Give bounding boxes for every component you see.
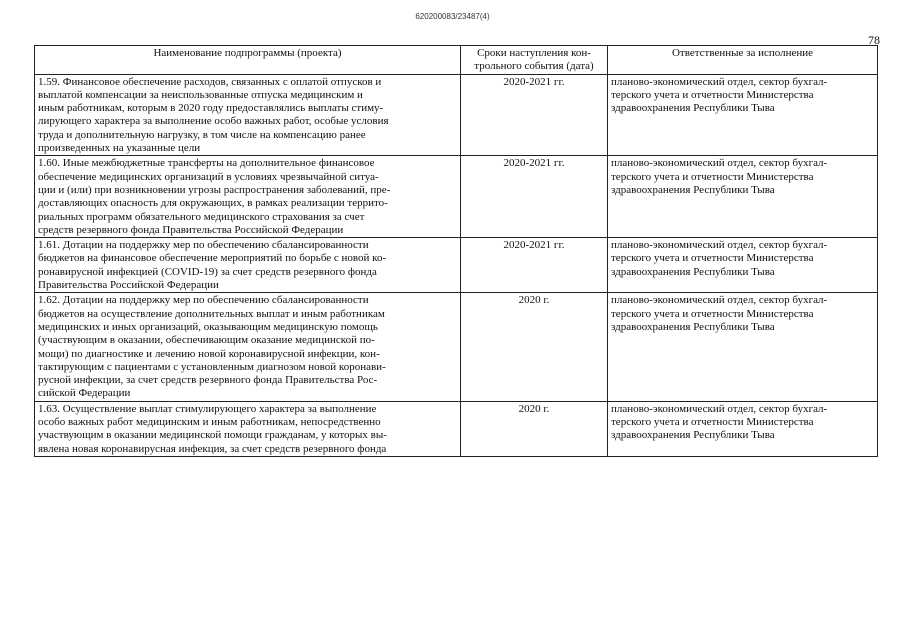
responsible-line: терского учета и отчетности Министерства [611,307,814,320]
responsible-line: терского учета и отчетности Министерства [611,252,814,265]
subprogram-name-line: средств резервного фонда Правительства Российской Федерации [38,223,344,236]
table-row [35,156,878,238]
table-row [35,293,878,401]
responsible-line: здравоохранения Республики Тыва [611,265,775,278]
deadline-cell: 2020 г. [461,293,608,401]
subprogram-name-line: лирующего характера за выполнение особо важных работ, особые условия [38,115,389,128]
subprogram-name-line: произведенных на указанные цели [38,142,201,155]
column-header-line: Наименование подпрограммы (проекта) [153,47,342,59]
responsible-line: планово-экономический отдел, сектор бухгал- [611,157,828,170]
responsible-line: здравоохранения Республики Тыва [611,102,775,115]
responsible-cell [608,238,878,293]
subprogram-name-line: 1.63. Осуществление выплат стимулирующего характера за выполнение [38,402,377,415]
subprogram-name-line: мощи) по диагностике и лечению новой коронавирусной инфекции, кон- [38,347,380,360]
responsible-line: здравоохранения Республики Тыва [611,429,775,442]
subprogram-name-line: бюджетов на финансовое обеспечение мероприятий по борьбе с новой ко- [38,252,387,265]
subprogram-name-line: 1.59. Финансовое обеспечение расходов, связанных с оплатой отпусков и [38,75,382,88]
table-header-row [35,46,878,75]
table-row [35,238,878,293]
page-number: 78 [868,33,880,47]
subprogram-name-line: (участвующим в оказании, обеспечивающим оказание медицинской по- [38,334,375,347]
responsible-line: здравоохранения Республики Тыва [611,320,775,333]
responsible-cell [608,293,878,401]
subprogram-name-line: риальных программ обязательного медицинского страхования за счет [38,210,365,223]
subprogram-table [34,45,878,457]
column-header-deadline [461,46,608,75]
subprogram-name-line: Правительства Российской Федерации [38,279,219,292]
subprogram-name-line: явлена новая коронавирусная инфекция, за счет средств резервного фонда [38,442,387,455]
table-row [35,74,878,156]
subprogram-name-line: русной инфекции, за счет средств резервного фонда Правительства Рос- [38,374,378,387]
subprogram-name-cell [35,293,461,401]
subprogram-name-line: 1.62. Дотации на поддержку мер по обеспечению сбалансированности [38,294,369,307]
subprogram-name-cell [35,156,461,238]
document-code: 620200083/23487(4) [415,12,490,21]
subprogram-name-line: медицинских и иных организаций, оказывающим медицинскую помощь [38,320,378,333]
responsible-cell [608,74,878,156]
subprogram-name-line: доставляющих опасность для окружающих, в рамках реализации террито- [38,197,388,210]
responsible-line: планово-экономический отдел, сектор бухгал- [611,294,828,307]
subprogram-name-line: особо важных работ медицинским и иным работникам, непосредственно [38,416,381,429]
subprogram-name-line: ции и (или) при возникновении угрозы распространения заболеваний, пре- [38,183,391,196]
deadline-cell: 2020-2021 гг. [461,238,608,293]
subprogram-name-line: сийской Федерации [38,387,131,400]
subprogram-name-line: 1.60. Иные межбюджетные трансферты на дополнительное финансовое [38,157,375,170]
subprogram-name-line: 1.61. Дотации на поддержку мер по обеспечению сбалансированности [38,239,369,252]
subprogram-name-line: иным работникам, которым в 2020 году предоставлялись выплаты стиму- [38,102,384,115]
responsible-line: терского учета и отчетности Министерства [611,170,814,183]
responsible-line: планово-экономический отдел, сектор бухгал- [611,75,828,88]
subprogram-name-line: труда и дополнительную нагрузку, в том числе на компенсацию ранее [38,128,366,141]
deadline-cell: 2020-2021 гг. [461,74,608,156]
responsible-line: планово-экономический отдел, сектор бухгал- [611,239,828,252]
subprogram-name-line: бюджетов на осуществление дополнительных выплат и иным работникам [38,307,385,320]
responsible-cell [608,156,878,238]
subprogram-name-line: обеспечение медицинских организаций в условиях чрезвычайной ситуа- [38,170,379,183]
responsible-cell [608,401,878,456]
responsible-line: здравоохранения Республики Тыва [611,183,775,196]
responsible-line: терского учета и отчетности Министерства [611,416,814,429]
column-header-responsible [608,46,878,75]
subprogram-name-cell [35,238,461,293]
subprogram-name-line: тактирующим с пациентами с установленным диагнозом новой коронави- [38,360,386,373]
deadline-cell: 2020 г. [461,401,608,456]
column-header-line: Сроки наступления кон- [477,47,591,59]
table-row [35,401,878,456]
column-header-line: Ответственные за исполнение [671,47,814,59]
column-header-name [35,46,461,75]
responsible-line: терского учета и отчетности Министерства [611,88,814,101]
subprogram-name-line: выплатой компенсации за неиспользованные отпуска медицинским и [38,88,363,101]
deadline-cell: 2020-2021 гг. [461,156,608,238]
subprogram-name-line: участвующим в оказании медицинской помощи гражданам, у которых вы- [38,429,387,442]
responsible-line: планово-экономический отдел, сектор бухгал- [611,402,828,415]
subprogram-name-cell [35,401,461,456]
column-header-line: трольного события (дата) [474,60,594,73]
subprogram-name-cell [35,74,461,156]
subprogram-name-line: ронавирусной инфекцией (COVID-19) за счет средств резервного фонда [38,265,377,278]
